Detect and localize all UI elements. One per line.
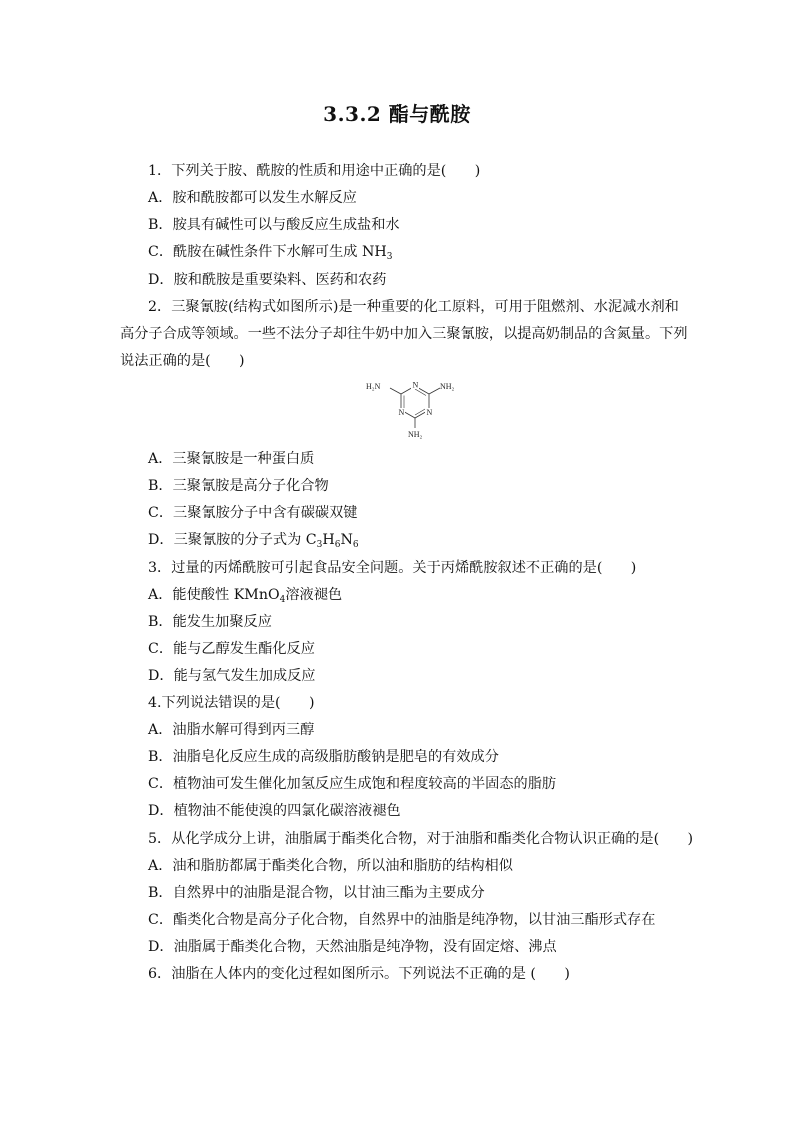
q3-option-b: B．能发生加聚反应 xyxy=(148,614,272,630)
q4-stem: 4.下列说法错误的是( ) xyxy=(148,695,315,711)
nh2-left-label: H₂N xyxy=(366,382,381,391)
q3-option-a-subscript: 4 xyxy=(279,595,286,605)
q2-option-c: C．三聚氰胺分子中含有碳碳双键 xyxy=(148,505,358,521)
q4-option-c: C．植物油可发生催化加氢反应生成饱和程度较高的半固态的脂肪 xyxy=(148,776,557,792)
q3-option-a-tail: 溶液褪色 xyxy=(285,587,343,603)
ring-n-left: N xyxy=(398,408,405,417)
q1-option-c-subscript: 3 xyxy=(386,252,393,262)
q4-option-d: D．植物油不能使溴的四氯化碳溶液褪色 xyxy=(148,803,401,819)
q5-option-a: A．油和脂肪都属于酯类化合物，所以油和脂肪的结构相似 xyxy=(148,858,513,874)
ring-n-right: N xyxy=(426,408,433,417)
q2-option-d-sub-3: 6 xyxy=(352,540,359,550)
nh2-right-label: NH₂ xyxy=(440,382,455,391)
q5-option-d: D．油脂属于酯类化合物，天然油脂是纯净物，没有固定熔、沸点 xyxy=(148,939,557,955)
q3-stem: 3．过量的丙烯酰胺可引起食品安全问题。关于丙烯酰胺叙述不正确的是( ) xyxy=(148,560,637,576)
q1-option-a: A．胺和酰胺都可以发生水解反应 xyxy=(148,190,357,206)
q2-stem-line-1: 2．三聚氰胺(结构式如图所示)是一种重要的化工原料，可用于阻燃剂、水泥减水剂和 xyxy=(148,299,679,315)
q2-option-d-sub-1: 3 xyxy=(316,540,323,550)
q4-option-a: A．油脂水解可得到丙三醇 xyxy=(148,722,315,738)
q3-option-d: D．能与氢气发生加成反应 xyxy=(148,668,316,684)
q5-option-b: B．自然界中的油脂是混合物，以甘油三酯为主要成分 xyxy=(148,885,485,901)
q3-option-a-text: A．能使酸性 KMnO xyxy=(148,587,280,603)
q5-stem: 5．从化学成分上讲，油脂属于酯类化合物，对于油脂和酯类化合物认识正确的是( ) xyxy=(148,831,694,847)
q4-option-b: B．油脂皂化反应生成的高级脂肪酸钠是肥皂的有效成分 xyxy=(148,749,499,765)
bond-left xyxy=(390,388,401,394)
q2-stem-line-3: 说法正确的是( ) xyxy=(120,353,245,369)
q2-option-d-sub-2: 6 xyxy=(334,540,341,550)
melamine-structure-diagram xyxy=(360,372,470,442)
q1-option-b: B．胺具有碱性可以与酸反应生成盐和水 xyxy=(148,217,400,233)
ring-double-bond-1 xyxy=(415,389,426,396)
q2-option-b: B．三聚氰胺是高分子化合物 xyxy=(148,478,329,494)
q2-option-d xyxy=(148,531,359,554)
q1-stem: 1．下列关于胺、酰胺的性质和用途中正确的是( ) xyxy=(148,163,481,179)
q3-option-c: C．能与乙醇发生酯化反应 xyxy=(148,641,315,657)
q2-option-d-n: N xyxy=(340,532,353,548)
page-title: 3.3.2 酯与酰胺 xyxy=(323,102,471,126)
q2-option-a: A．三聚氰胺是一种蛋白质 xyxy=(148,451,315,467)
triazine-ring xyxy=(398,386,429,418)
nh2-bottom-label: NH₂ xyxy=(408,430,423,439)
q2-option-d-h: H xyxy=(322,532,335,548)
q1-option-d: D．胺和酰胺是重要染料、医药和农药 xyxy=(148,272,387,288)
q3-option-a xyxy=(148,586,342,609)
q1-option-c xyxy=(148,243,393,266)
q2-option-d-text: D．三聚氰胺的分子式为 C xyxy=(148,532,317,548)
ring-double-bond-2 xyxy=(415,409,426,416)
bond-right xyxy=(429,388,440,394)
ring-n-top: N xyxy=(412,380,419,390)
q6-stem: 6．油脂在人体内的变化过程如图所示。下列说法不正确的是 ( ) xyxy=(148,966,570,982)
q1-option-c-text: C．酰胺在碱性条件下水解可生成 NH xyxy=(148,244,387,260)
q5-option-c: C．酯类化合物是高分子化合物，自然界中的油脂是纯净物，以甘油三酯形式存在 xyxy=(148,912,656,928)
q2-stem-line-2: 高分子合成等领域。一些不法分子却往牛奶中加入三聚氰胺，以提高奶制品的含氮量。下列 xyxy=(120,326,688,342)
